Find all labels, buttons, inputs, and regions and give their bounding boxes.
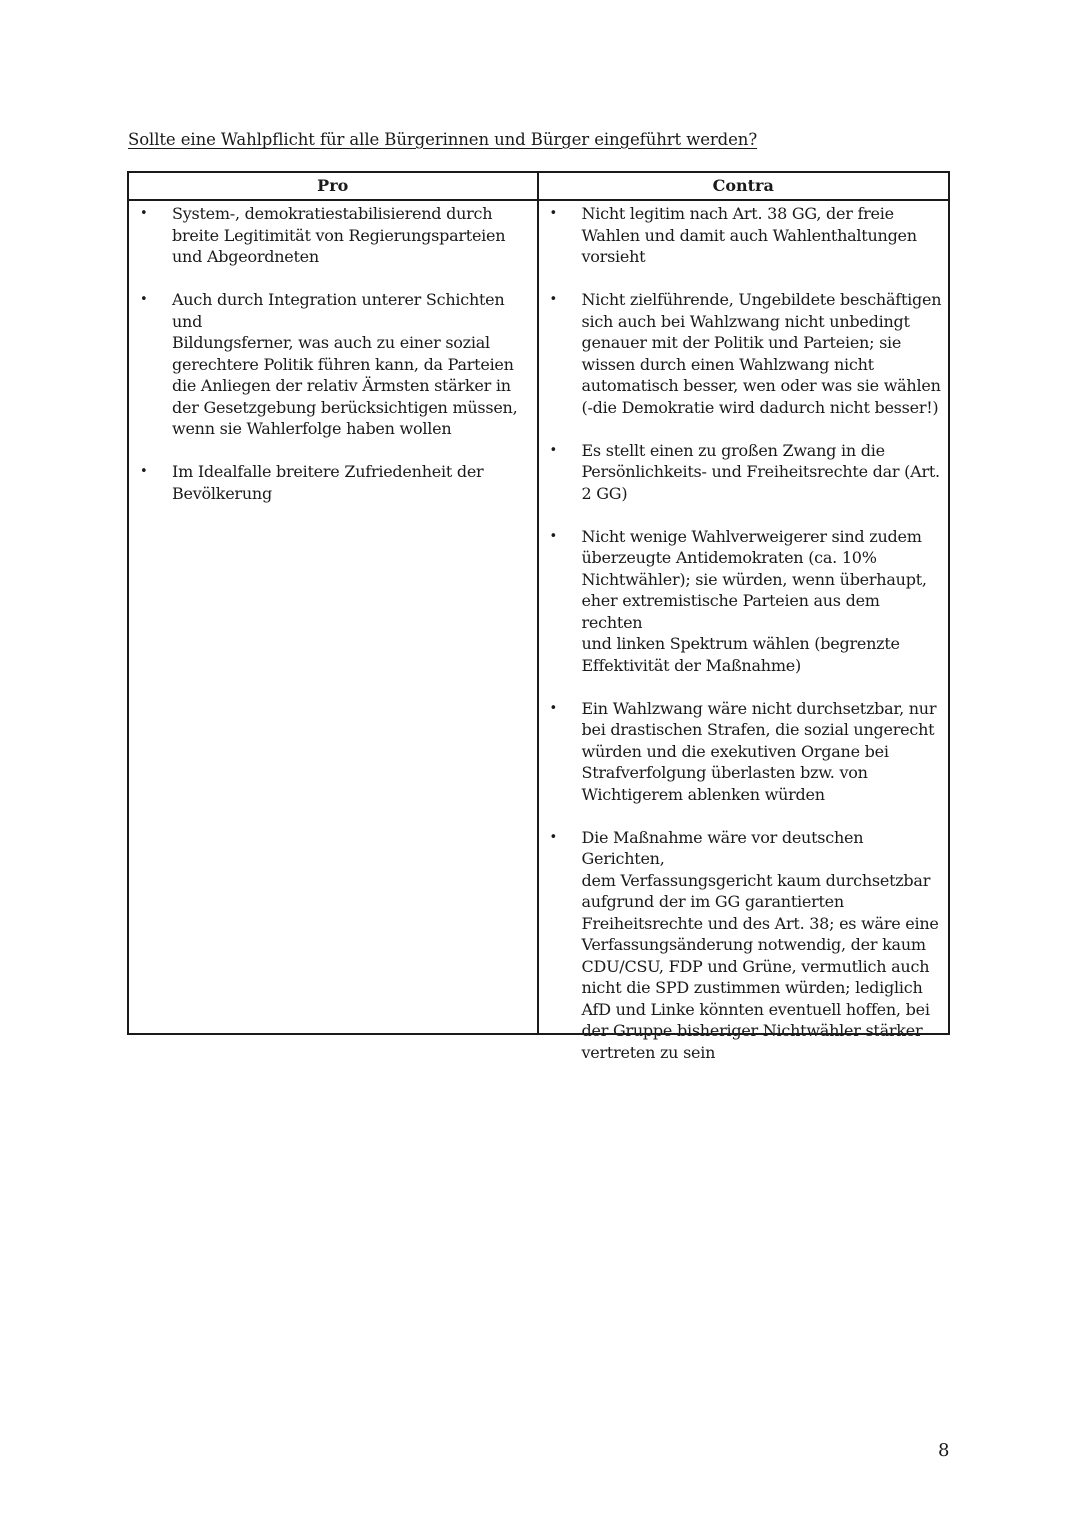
contra-item-line: Strafverfolgung überlasten bzw. von xyxy=(581,763,868,782)
contra-item-line: 2 GG) xyxy=(581,483,628,503)
contra-item-line: dem Verfassungsgericht kaum durchsetzbar xyxy=(581,870,931,890)
contra-item-line: eher extremistische Parteien aus dem rechten xyxy=(581,591,880,632)
pro-list xyxy=(129,201,537,504)
pro-item xyxy=(129,461,537,504)
bullet-icon: • xyxy=(549,442,557,458)
bullet-icon: • xyxy=(140,206,148,221)
pro-item-line: der Gesetzgebung berücksichtigen müssen, xyxy=(172,397,518,417)
contra-item-line: vorsieht xyxy=(581,247,646,266)
pro-item-line: Bildungsferner, was auch zu einer sozial xyxy=(172,333,490,352)
contra-item-line: bei drastischen Strafen, die sozial ungerecht xyxy=(581,720,935,739)
contra-item-line: Nichtwähler); sie würden, wenn überhaupt, xyxy=(581,569,927,589)
bullet-icon: • xyxy=(549,528,557,544)
pro-contra-table xyxy=(127,171,950,1062)
pro-column xyxy=(129,173,539,1033)
contra-list xyxy=(539,201,949,1063)
contra-item-line: nicht die SPD zustimmen würden; lediglich xyxy=(581,978,923,997)
pro-item xyxy=(129,289,537,440)
contra-item-line: AfD und Linke könnten eventuell hoffen, bei xyxy=(581,999,930,1019)
contra-column xyxy=(539,173,949,1062)
contra-item-line: automatisch besser, wen oder was sie wählen xyxy=(581,376,941,395)
contra-item xyxy=(539,440,949,505)
contra-item-line: würden und die exekutiven Organe bei xyxy=(581,741,889,761)
pro-item xyxy=(129,203,537,268)
contra-item-line: Persönlichkeits- und Freiheitsrechte dar (Art. xyxy=(581,462,940,481)
bullet-icon: • xyxy=(549,292,557,307)
contra-item-line: Verfassungsänderung notwendig, der kaum xyxy=(581,935,926,954)
contra-item-line: Nicht zielführende, Ungebildete beschäftigen xyxy=(581,290,942,309)
contra-item-line: Nicht wenige Wahlverweigerer sind zudem xyxy=(581,526,922,546)
page-number: 8 xyxy=(938,1440,950,1461)
bullet-icon: • xyxy=(549,829,557,845)
pro-item-line: System-, demokratiestabilisierend durch xyxy=(172,204,493,223)
pro-item-line: wenn sie Wahlerfolge haben wollen xyxy=(172,419,452,438)
contra-header: Contra xyxy=(539,173,949,201)
contra-item-line: Wichtigerem ablenken würden xyxy=(581,784,825,804)
contra-item xyxy=(539,827,949,1064)
pro-item-line: und Abgeordneten xyxy=(172,247,319,266)
contra-item-line: Ein Wahlzwang wäre nicht durchsetzbar, nur xyxy=(581,698,937,718)
pro-item-line: gerechtere Politik führen kann, da Parteien xyxy=(172,354,514,374)
pro-item-line: Im Idealfalle breitere Zufriedenheit der xyxy=(172,462,484,481)
contra-item-line: aufgrund der im GG garantierten xyxy=(581,892,844,911)
contra-item xyxy=(539,203,949,268)
contra-item-line: Die Maßnahme wäre vor deutschen Gerichten, xyxy=(581,827,864,868)
contra-item-line: (-die Demokratie wird dadurch nicht besser!) xyxy=(581,397,939,417)
contra-item-line: Es stellt einen zu großen Zwang in die xyxy=(581,440,885,460)
bullet-icon: • xyxy=(140,464,148,479)
contra-item-line: der Gruppe bisheriger Nichtwähler stärker xyxy=(581,1021,923,1040)
contra-item xyxy=(539,698,949,806)
contra-item-line: und linken Spektrum wählen (begrenzte xyxy=(581,634,900,653)
contra-item-line: Freiheitsrechte und des Art. 38; es wäre eine xyxy=(581,913,939,933)
bullet-icon: • xyxy=(140,292,148,307)
bullet-icon: • xyxy=(549,206,557,221)
contra-item-line: genauer mit der Politik und Parteien; sie xyxy=(581,333,902,352)
contra-item-line: Nicht legitim nach Art. 38 GG, der freie xyxy=(581,204,894,223)
contra-item xyxy=(539,289,949,418)
pro-item-line: Bevölkerung xyxy=(172,483,272,503)
pro-header: Pro xyxy=(129,173,537,201)
contra-item-line: sich auch bei Wahlzwang nicht unbedingt xyxy=(581,311,910,331)
contra-item-line: überzeugte Antidemokraten (ca. 10% xyxy=(581,548,877,567)
pro-item-line: die Anliegen der relativ Ärmsten stärker in xyxy=(172,376,511,395)
contra-item-line: wissen durch einen Wahlzwang nicht xyxy=(581,354,874,374)
contra-item xyxy=(539,526,949,677)
contra-item-line: vertreten zu sein xyxy=(581,1042,716,1062)
pro-item-line: breite Legitimität von Regierungsparteien xyxy=(172,225,506,245)
question-heading: Sollte eine Wahlpflicht für alle Bürgerinnen und Bürger eingeführt werden? xyxy=(128,130,758,149)
contra-item-line: CDU/CSU, FDP und Grüne, vermutlich auch xyxy=(581,956,930,976)
contra-item-line: Wahlen und damit auch Wahlenthaltungen xyxy=(581,225,917,245)
pro-item-line: Auch durch Integration unterer Schichten und xyxy=(172,290,505,331)
contra-item-line: Effektivität der Maßnahme) xyxy=(581,655,801,675)
bullet-icon: • xyxy=(549,700,557,716)
